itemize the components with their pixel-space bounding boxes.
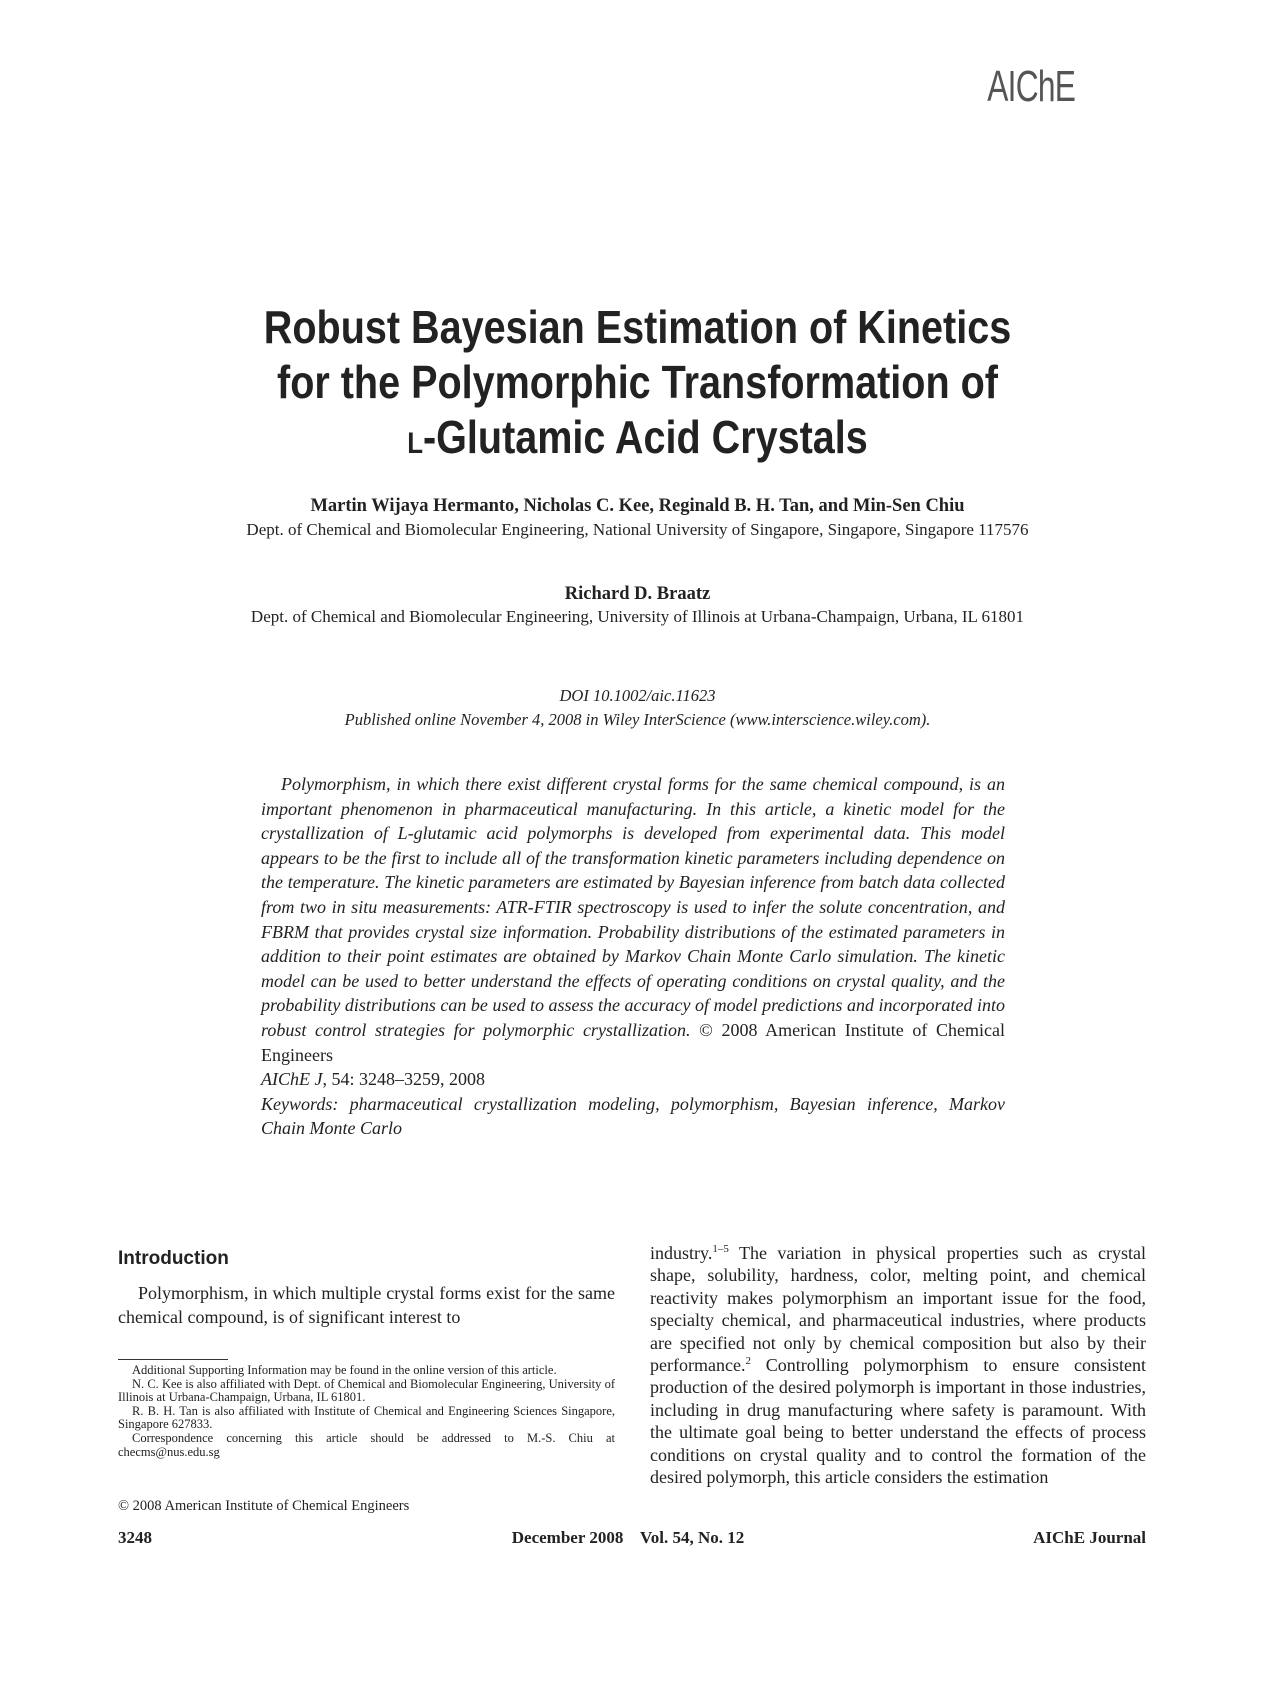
intro-text-c: Controlling polymorphism to ensure consistent production of the desired polymorph is important in those industries, including in drug manufacturing where safety is paramount. With the ultimate goal being to better understand the effects of process conditions on crystal quality and to control the formation of the desired polymorph, this article considers the estimation (650, 1355, 1146, 1488)
title-line-2: for the Polymorphic Transformation of (277, 356, 998, 408)
footnote: Additional Supporting Information may be found in the online version of this article. (132, 1363, 557, 1377)
abstract-body: Polymorphism, in which there exist different crystal forms for the same chemical compound, is an important phenomenon in pharmaceutical manufacturing. In this article, a kinetic model for the crystallization of L-glutamic acid polymorphs is developed from experimental data. This model appears to be the first to include all of the transformation kinetic parameters including dependence on the temperature. The kinetic parameters are estimated by Bayesian inference from batch data collected from two in situ measurements: ATR-FTIR spectroscopy is used to infer the solute concentration, and FBRM that provides crystal size information. Probability distributions of the estimated parameters in addition to their point estimates are obtained by Markov Chain Monte Carlo simulation. The kinetic model can be used to better understand the effects of operating conditions on crystal quality, and the probability distributions can be used to assess the accuracy of model predictions and incorporated into robust control strategies for polymorphic crystallization. (261, 774, 1005, 1040)
page-number: 3248 (118, 1528, 152, 1547)
abstract-copyright: © 2008 American Institute of Chemical Engineers (261, 1019, 1006, 1065)
abstract (261, 772, 1005, 1141)
abstract-citation (261, 1067, 1005, 1092)
footnote: N. C. Kee is also affiliated with Dept. of Chemical and Biomolecular Engineering, University of Illinois at Urbana-Champaign, Urbana, IL 61801. (118, 1376, 615, 1405)
keywords: Keywords: pharmaceutical crystallization modeling, polymorphism, Bayesian inference, Markov Chain Monte Carlo (261, 1093, 1005, 1139)
intro-paragraph-left: Polymorphism, in which multiple crystal forms exist for the same chemical compound, is of significant interest to (118, 1283, 615, 1327)
footnote: R. B. H. Tan is also affiliated with Institute of Chemical and Engineering Sciences Singapore, Singapore 627833. (118, 1403, 615, 1432)
journal-name: AIChE Journal (1033, 1528, 1146, 1547)
title-line-3 (89, 410, 1186, 471)
footnote-divider (118, 1359, 228, 1360)
article-title (0, 300, 1275, 471)
footnote: Correspondence concerning this article should be addressed to M.-S. Chiu at checms@nus.edu.sg (118, 1430, 615, 1459)
right-column (650, 1242, 1146, 1488)
author-list-2: Richard D. Braatz (564, 584, 711, 604)
title-line-3-text: -Glutamic Acid Crystals (422, 411, 868, 463)
title-small-caps-prefix: L (407, 427, 423, 460)
affiliation-1: Dept. of Chemical and Biomolecular Engineering, National University of Singapore, Singapore, Singapore 117576 (246, 520, 1029, 539)
publication-info: Published online November 4, 2008 in Wiley InterScience (www.interscience.wiley.com). (344, 710, 931, 729)
page-copyright: © 2008 American Institute of Chemical Engineers (118, 1498, 410, 1514)
intro-paragraph-right (650, 1242, 1146, 1488)
section-heading-introduction: Introduction (118, 1248, 229, 1269)
abstract-text (261, 772, 1005, 1067)
intro-text-b: The variation in physical properties such as crystal shape, solubility, hardness, color, melting point, and chemical reactivity makes polymorphism an important issue for the food, specialty chemical, and pharmaceutical industries, where products are specified not only by chemical composition but also by their performance. (650, 1243, 1146, 1376)
citation-ref: 2 (745, 1355, 751, 1368)
journal-logo: AIChE (987, 62, 1075, 111)
author-list-1: Martin Wijaya Hermanto, Nicholas C. Kee, Reginald B. H. Tan, and Min-Sen Chiu (310, 496, 965, 516)
affiliation-2: Dept. of Chemical and Biomolecular Engineering, University of Illinois at Urbana-Champaign, Urbana, IL 61801 (250, 607, 1025, 626)
intro-text-a: industry. (650, 1243, 713, 1263)
title-line-1: Robust Bayesian Estimation of Kinetics (263, 301, 1012, 353)
journal-abbrev: AIChE J (261, 1069, 323, 1090)
issue-info: December 2008 Vol. 54, No. 12 (511, 1528, 745, 1547)
left-column (118, 1248, 615, 1329)
footnotes (118, 1364, 615, 1459)
citation-detail: , 54: 3248–3259, 2008 (322, 1069, 485, 1090)
doi: DOI 10.1002/aic.11623 (559, 686, 716, 705)
citation-ref: 1–5 (712, 1243, 729, 1255)
